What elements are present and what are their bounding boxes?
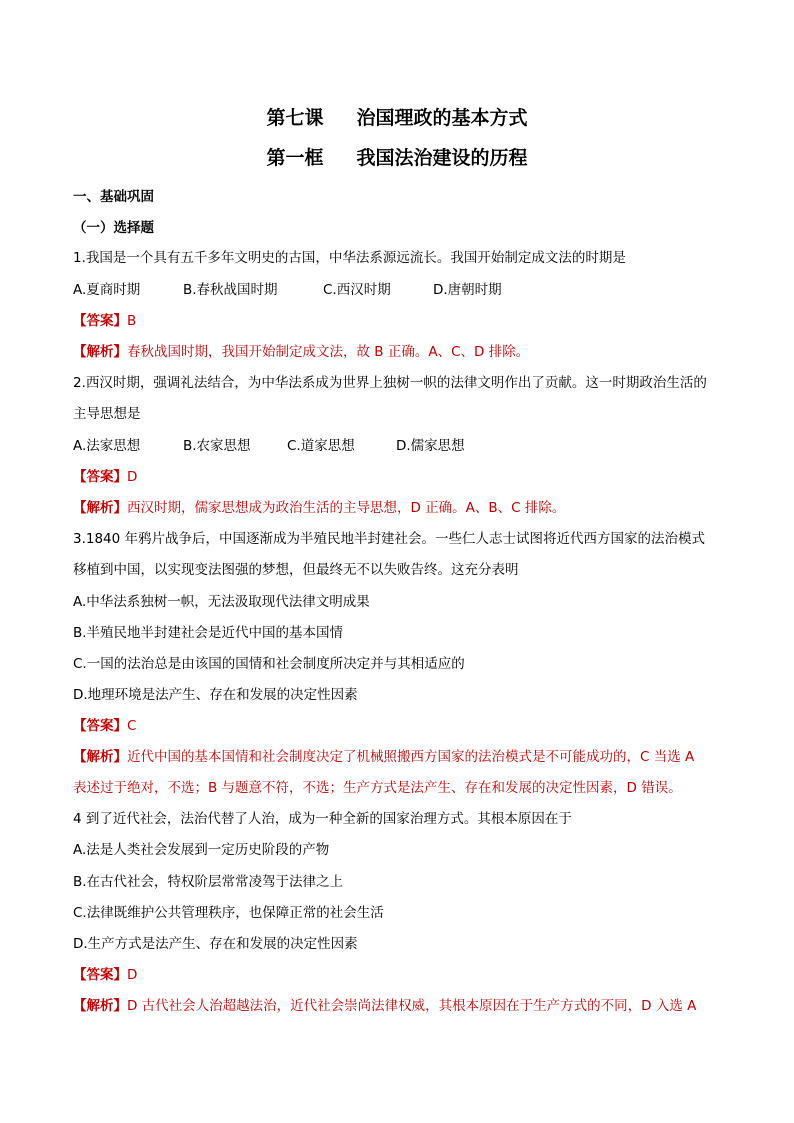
question-3-option-a: A.中华法系独树一帜，无法汲取现代法律文明成果 <box>73 594 370 610</box>
question-2-option-a: A.法家思想 <box>73 438 141 454</box>
analysis-text: D 古代社会人治超越法治，近代社会崇尚法律权威，其根本原因在于生产方式的不同，D 入选 A <box>127 998 697 1014</box>
analysis-text: 西汉时期，儒家思想成为政治生活的主导思想，D 正确。A、B、C 排除。 <box>127 500 566 516</box>
analysis-label: 【解析】 <box>73 344 127 360</box>
section-title: 第一框 我国法治建设的历程 <box>266 147 528 169</box>
answer-label: 【答案】 <box>73 469 127 485</box>
answer-value: D <box>127 967 138 983</box>
question-3-stem-line-1: 3.1840 年鸦片战争后，中国逐渐成为半殖民地半封建社会。一些仁人志士试图将近代西方国家的法治模式 <box>73 531 706 547</box>
question-2-options <box>73 436 465 456</box>
question-3-analysis <box>73 747 694 767</box>
question-4-stem: 4 到了近代社会，法治代替了人治，成为一种全新的国家治理方式。其根本原因在于 <box>73 811 572 827</box>
question-1-options <box>73 280 502 300</box>
answer-label: 【答案】 <box>73 313 127 329</box>
question-3-stem-line-2: 移植到中国，以实现变法图强的梦想，但最终无不以失败告终。这充分表明 <box>73 562 519 578</box>
question-2-stem-line-2: 主导思想是 <box>73 406 141 422</box>
question-1-analysis <box>73 342 529 362</box>
answer-label: 【答案】 <box>73 718 127 734</box>
question-1-option-b: B.春秋战国时期 <box>183 282 278 298</box>
analysis-label: 【解析】 <box>73 500 127 516</box>
question-3-option-d: D.地理环境是法产生、存在和发展的决定性因素 <box>73 687 358 703</box>
answer-value: B <box>127 313 137 329</box>
question-4-answer <box>73 965 137 985</box>
subpart-heading: （一）选择题 <box>73 220 154 236</box>
answer-label: 【答案】 <box>73 967 127 983</box>
question-3-analysis-line-2: 表述过于绝对，不选；B 与题意不符，不选；生产方式是法产生、存在和发展的决定性因素，D 错误。 <box>73 780 682 796</box>
part-heading: 一、基础巩固 <box>73 189 154 205</box>
analysis-label: 【解析】 <box>73 749 127 765</box>
question-3-answer <box>73 716 136 736</box>
question-2-option-b: B.农家思想 <box>183 438 251 454</box>
question-4-option-a: A.法是人类社会发展到一定历史阶段的产物 <box>73 842 330 858</box>
analysis-text: 春秋战国时期，我国开始制定成文法，故 B 正确。A、C、D 排除。 <box>127 344 530 360</box>
question-2-stem-line-1: 2.西汉时期，强调礼法结合，为中华法系成为世界上独树一帜的法律文明作出了贡献。这一时期政治生活的 <box>73 375 707 391</box>
lesson-title: 第七课 治国理政的基本方式 <box>266 107 528 129</box>
question-1-answer <box>73 311 136 331</box>
answer-value: C <box>127 718 137 734</box>
question-1-option-a: A.夏商时期 <box>73 282 141 298</box>
question-3-option-b: B.半殖民地半封建社会是近代中国的基本国情 <box>73 625 344 641</box>
question-1-option-c: C.西汉时期 <box>323 282 391 298</box>
question-1-option-d: D.唐朝时期 <box>433 282 502 298</box>
question-2-answer <box>73 467 137 487</box>
analysis-text: 近代中国的基本国情和社会制度决定了机械照搬西方国家的法治模式是不可能成功的，C 当选 A <box>127 749 695 765</box>
question-2-option-d: D.儒家思想 <box>396 438 465 454</box>
question-4-option-c: C.法律既维护公共管理秩序，也保障正常的社会生活 <box>73 905 384 921</box>
question-2-analysis <box>73 498 565 518</box>
question-2-option-c: C.道家思想 <box>287 438 355 454</box>
question-3-option-c: C.一国的法治总是由该国的国情和社会制度所决定并与其相适应的 <box>73 656 465 672</box>
analysis-label: 【解析】 <box>73 998 127 1014</box>
question-4-analysis <box>73 996 696 1016</box>
question-4-option-b: B.在古代社会，特权阶层常常凌驾于法律之上 <box>73 874 344 890</box>
question-1-stem: 1.我国是一个具有五千多年文明史的古国，中华法系源远流长。我国开始制定成文法的时期是 <box>73 250 626 266</box>
answer-value: D <box>127 469 138 485</box>
question-4-option-d: D.生产方式是法产生、存在和发展的决定性因素 <box>73 936 358 952</box>
